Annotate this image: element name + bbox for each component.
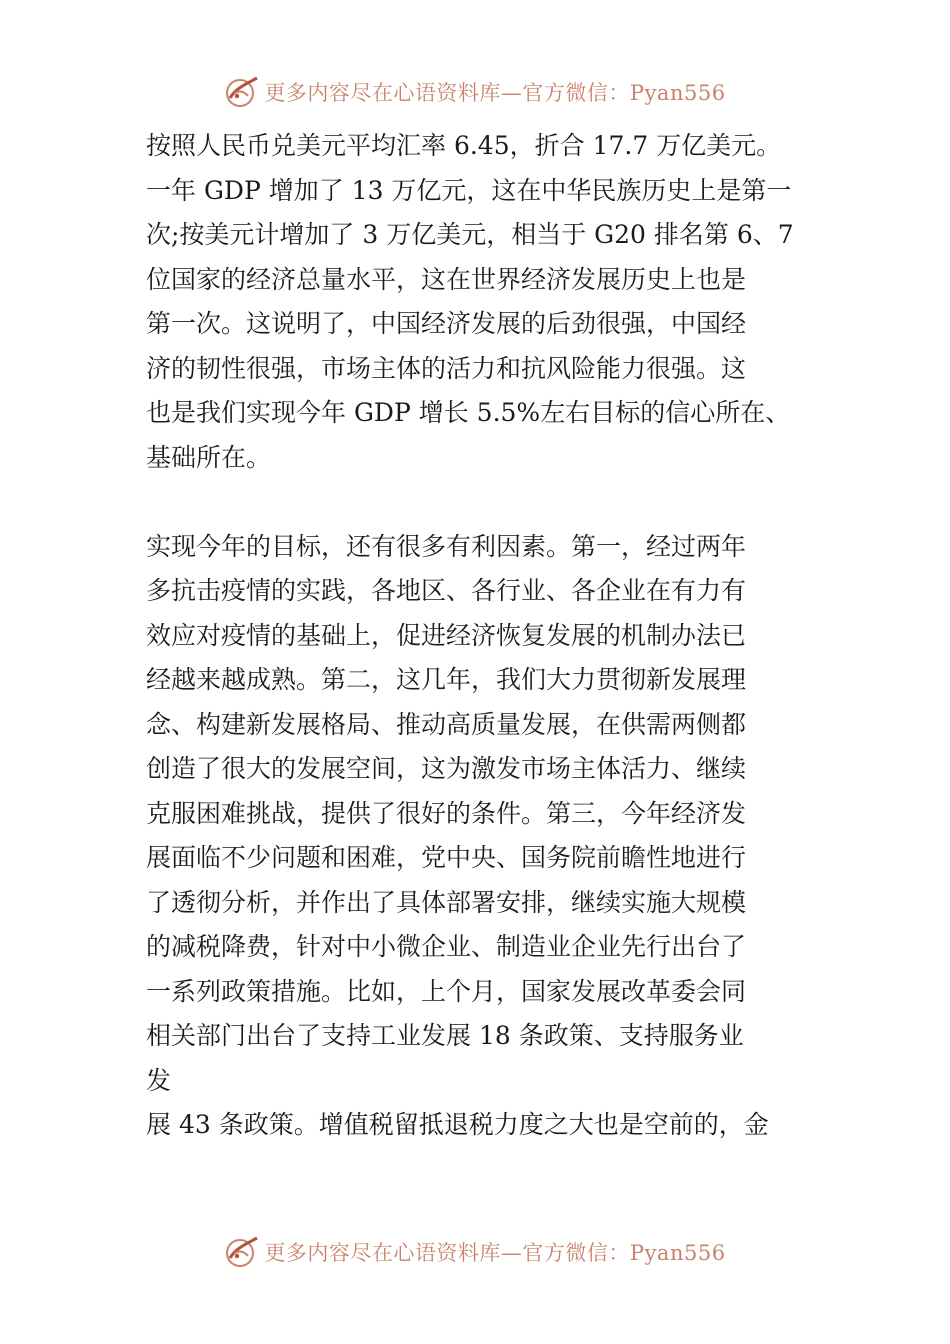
text-line: 第一次。这说明了，中国经济发展的后劲很强，中国经 (146, 309, 747, 338)
text-line: 次;按美元计增加了 3 万亿美元，相当于 G20 排名第 6、7 (146, 220, 794, 249)
text-line: 了透彻分析，并作出了具体部署安排，继续实施大规模 (146, 887, 747, 917)
stylized-book-logo-icon (224, 1234, 260, 1270)
stylized-book-logo-icon (224, 74, 260, 110)
text-line: 济的韧性很强，市场主体的活力和抗风险能力很强。这 (146, 353, 747, 383)
text-line: 克服困难挑战，提供了很好的条件。第三，今年经济发 (146, 798, 747, 828)
paragraph-2 (146, 525, 816, 1148)
paragraph-spacer (146, 480, 816, 525)
watermark-text: 更多内容尽在心语资料库—官方微信：Pyan556 (264, 1241, 726, 1265)
text-line: 实现今年的目标，还有很多有利因素。第一，经过两年 (146, 531, 747, 561)
text-line: 位国家的经济总量水平，这在世界经济发展历史上也是 (146, 264, 747, 294)
text-line: 展 43 条政策。增值税留抵退税力度之大也是空前的，金 (146, 1110, 769, 1139)
watermark-text: 更多内容尽在心语资料库—官方微信：Pyan556 (264, 81, 726, 105)
text-line: 多抗击疫情的实践，各地区、各行业、各企业在有力有 (146, 576, 747, 605)
text-line: 的减税降费，针对中小微企业、制造业企业先行出台了 (146, 932, 747, 961)
text-line: 创造了很大的发展空间，这为激发市场主体活力、继续 (146, 754, 747, 783)
text-line: 展面临不少问题和困难，党中央、国务院前瞻性地进行 (146, 843, 747, 872)
text-line: 相关部门出台了支持工业发展 18 条政策、支持服务业 (146, 1021, 744, 1050)
text-line: 也是我们实现今年 GDP 增长 5.5%左右目标的信心所在、 (146, 398, 791, 427)
paragraph-1 (146, 124, 816, 480)
text-line: 按照人民币兑美元平均汇率 6.45，折合 17.7 万亿美元。 (146, 131, 782, 160)
text-line: 效应对疫情的基础上，促进经济恢复发展的机制办法已 (146, 620, 747, 650)
text-line: 一系列政策措施。比如，上个月，国家发展改革委会同 (146, 976, 747, 1006)
text-line: 发 (146, 1065, 172, 1095)
text-line: 念、构建新发展格局、推动高质量发展，在供需两侧都 (146, 709, 747, 739)
text-line: 一年 GDP 增加了 13 万亿元，这在中华民族历史上是第一 (146, 175, 792, 205)
text-line: 经越来越成熟。第二，这几年，我们大力贯彻新发展理 (146, 665, 747, 694)
document-body (146, 124, 816, 1148)
footer-watermark (0, 1232, 950, 1272)
header-watermark (0, 72, 950, 112)
text-line: 基础所在。 (146, 442, 272, 472)
